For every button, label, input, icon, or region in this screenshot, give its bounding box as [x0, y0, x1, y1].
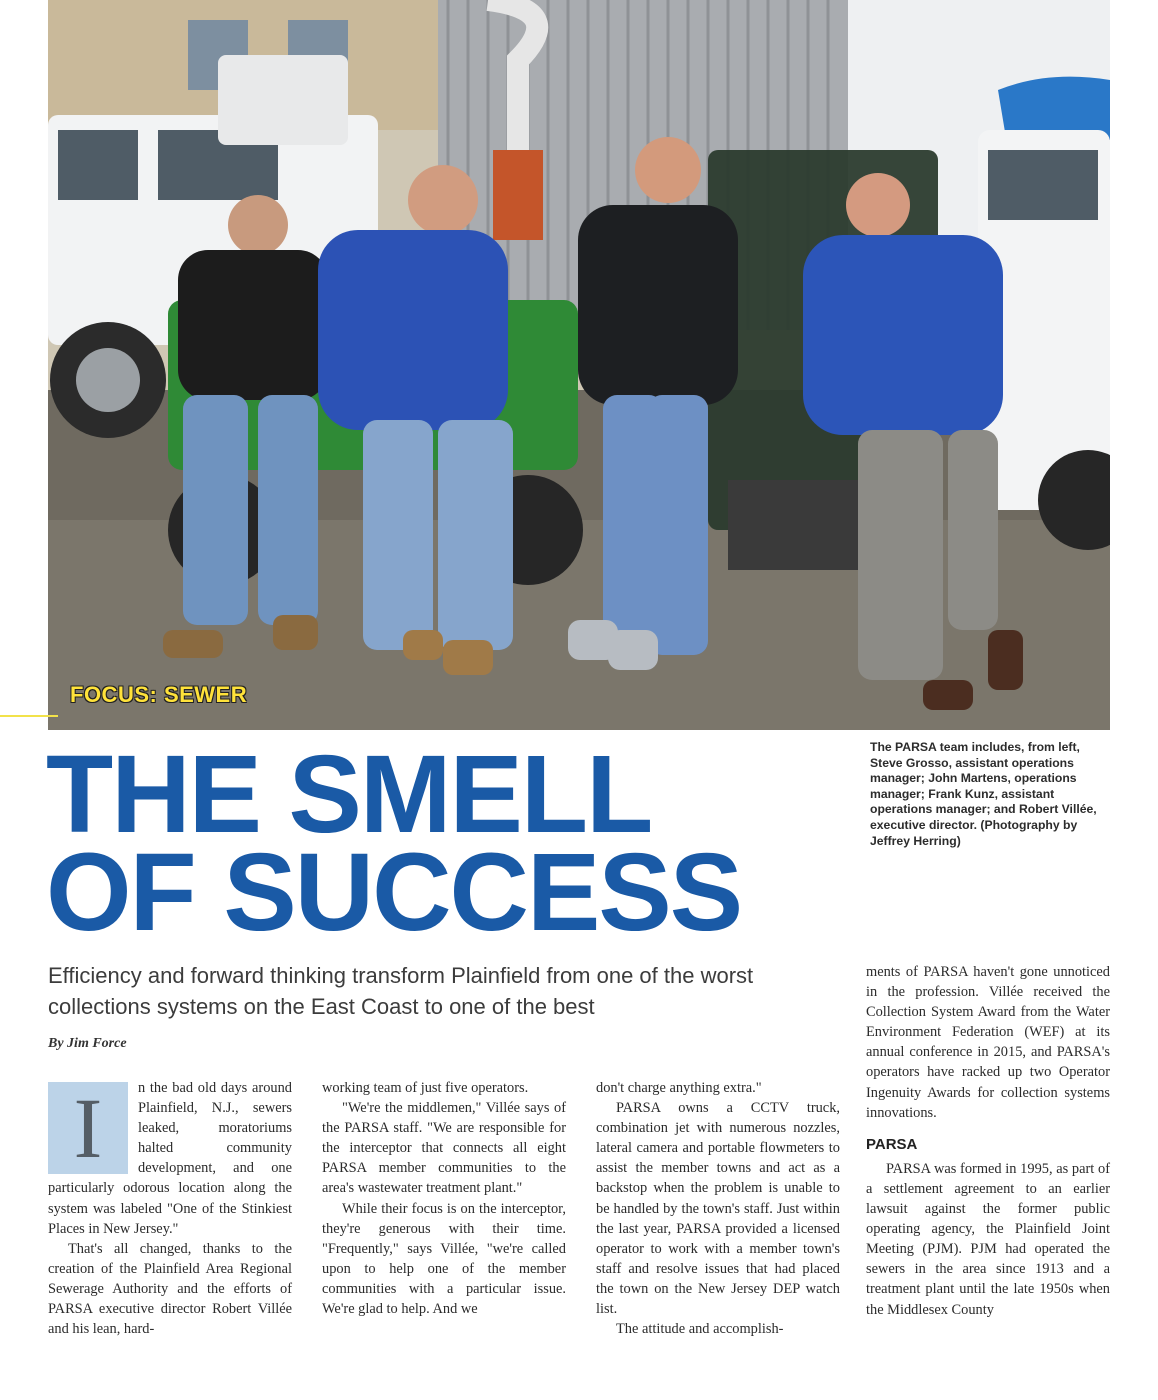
cover-photo [48, 0, 1110, 730]
section-tag: FOCUS: SEWER [70, 682, 248, 707]
headline-line-1: THE SMELL [46, 733, 652, 856]
section-rule [0, 715, 58, 717]
byline: By Jim Force [48, 1036, 127, 1051]
body-column-4 [866, 962, 1110, 1320]
body-column-3 [596, 1078, 840, 1339]
dropcap-box [48, 1082, 128, 1174]
paragraph: PARSA owns a CCTV truck, combination jet with numerous nozzles, lateral camera and portable flowmeters to assist the member towns and act as a backstop when the problem is unable to be handled by the town's staff. Just within the last year, PARSA provided a licensed operator to work with a member town's staff and resolve issues that had placed the town on the New Jersey DEP watch list. [596, 1100, 840, 1318]
paragraph: The attitude and accomplish- [616, 1321, 784, 1338]
photo-caption: The PARSA team includes, from left, Steve Grosso, assistant operations manager; John Martens, operations manager; Frank Kunz, assistant operations manager; and Robert Villée, executive director. (Photography by Jeffrey Herring) [870, 740, 1097, 848]
deck: Efficiency and forward thinking transform Plainfield from one of the worst collections systems on the East Coast to one of the best [48, 963, 754, 1019]
paragraph: That's all changed, thanks to the creation of the Plainfield Area Regional Sewerage Authority and the efforts of PARSA executive director Robert Villée and his lean, hard- [48, 1240, 292, 1338]
paragraph: working team of just five operators. [322, 1080, 529, 1096]
person-1 [163, 195, 328, 658]
body-column-1 [48, 1078, 292, 1339]
body-column-2 [322, 1078, 566, 1319]
paragraph: n the bad old days around Plainfield, N.J., sewers leaked, moratoriums halted community development, and one particularly odorous location along the system was labeled "One of the Stinkiest Places in New Jersey." [48, 1080, 292, 1237]
paragraph: "We're the middlemen," Villée says of the PARSA staff. "We are responsible for the interceptor that connects all eight PARSA member communities to the area's wastewater treatment plant." [322, 1100, 566, 1197]
paragraph: don't charge anything extra." [596, 1080, 762, 1096]
paragraph: ments of PARSA haven't gone unnoticed in the profession. Villée received the Collection System Award from the Water Environment Federation (WEF) at its annual conference in 2015, and PARSA's operators have racked up two Operator Ingenuity Awards for collection systems innovations. [866, 964, 1110, 1121]
dropcap: I [73, 1080, 103, 1176]
paragraph: While their focus is on the interceptor, they're generous with their time. "Frequently," says Villée, "we're called upon to help one of the member communities with a particular issue. We're glad to help. And we [322, 1200, 566, 1318]
headline-line-2: OF SUCCESS [46, 831, 742, 954]
subheading: PARSA [866, 1135, 918, 1153]
paragraph: PARSA was formed in 1995, as part of a settlement agreement to an earlier lawsuit against the former public operating agency, the Plainfield Joint Meeting (PJM). PJM had operated the sewers in the area since 1913 and a treatment plant until the late 1950s when the Middlesex County [866, 1160, 1110, 1318]
